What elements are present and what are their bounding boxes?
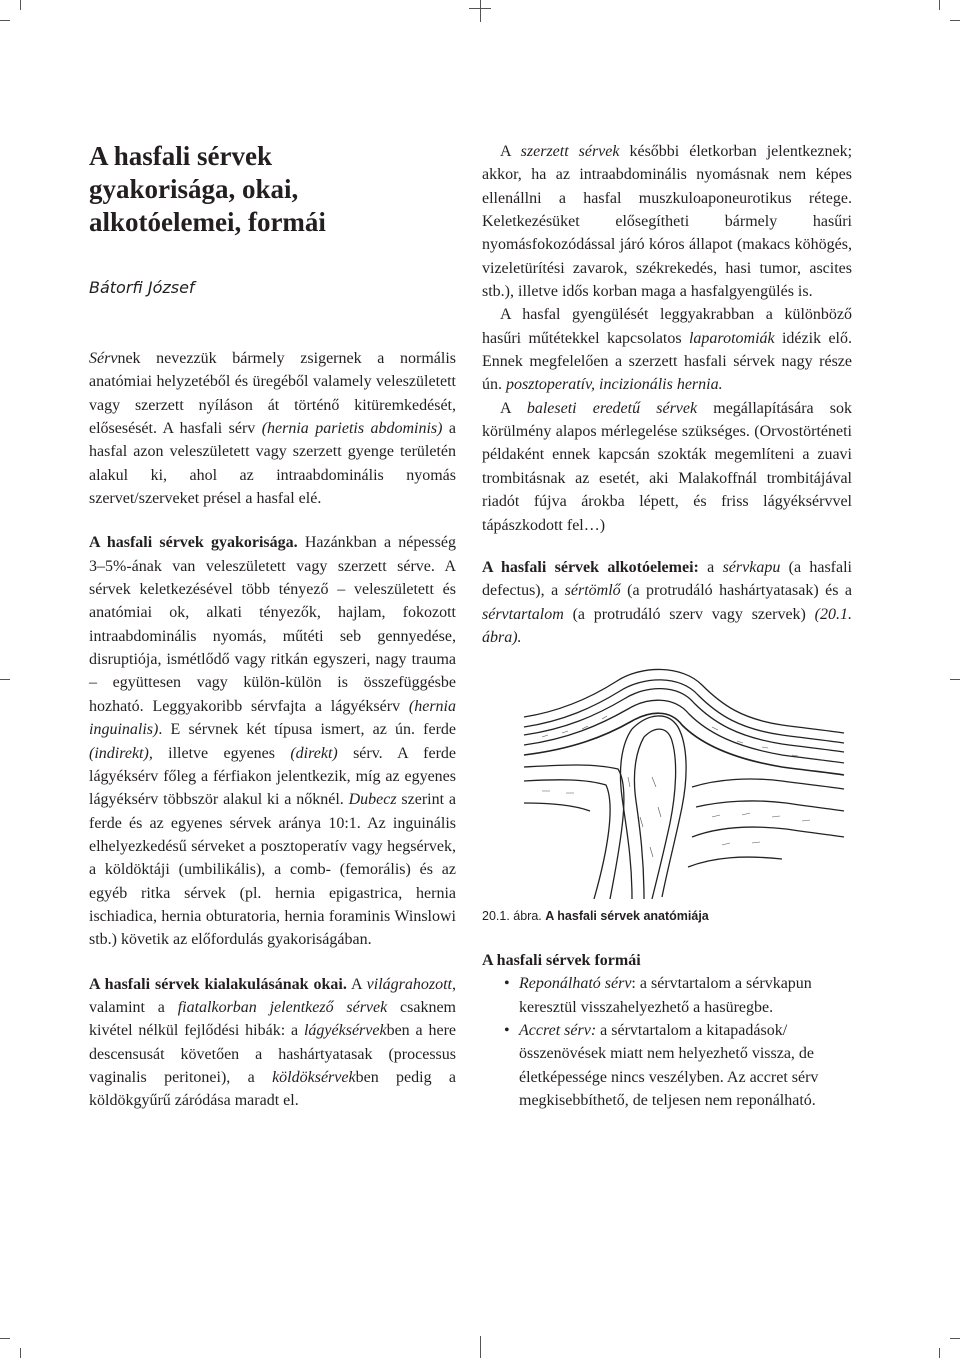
crop-mark xyxy=(939,0,940,10)
accident-paragraph: A baleseti eredetű sérvek megállapítására sok körülmény alapos mérlegelése szükséges. (Orvostörténeti példaként ennek kapcsán szokták megemlíteni a zuavi trombitásnak az esetét, aki Malakoffnál trombitájával riadót fújva árokba lépett, és friss lágyéksérvvel tápászkodott fel…) xyxy=(482,399,853,534)
bullet-icon: • xyxy=(504,975,510,993)
crop-mark xyxy=(20,1348,21,1358)
crop-mark xyxy=(950,679,960,680)
crop-mark xyxy=(939,1348,940,1358)
crop-mark xyxy=(950,1338,960,1339)
section-heading: A hasfali sérvek alkotóelemei: xyxy=(482,558,699,576)
author-name: Bátorfi József xyxy=(89,278,195,297)
list-item: • Accret sérv: a sérvtartalom a kitapadások/összenövések miatt nem helyezhető vissza, de életképessége nincs veszélyben. Az accret sérv megkisebbíthető, de teljesen nem reponálható. xyxy=(482,1019,852,1112)
components-paragraph: A hasfali sérvek alkotóelemei: a sérvkapu (a hasfali defectus), a sértömlő (a protrudáló hashártyatasak) és a sérvtartalom (a protrudáló szerv vagy szervek) (20.1. ábra). xyxy=(482,558,853,646)
crop-mark xyxy=(950,20,960,21)
hernia-anatomy-figure xyxy=(482,667,852,907)
crop-mark xyxy=(20,0,21,10)
bullet-icon: • xyxy=(504,1021,510,1039)
crop-mark xyxy=(469,8,491,9)
section-heading: A hasfali sérvek kialakulásának okai. xyxy=(89,975,347,993)
hernia-anatomy-illustration xyxy=(482,667,852,907)
intro-paragraph: Sérvnek nevezzük bármely zsigernek a normális anatómiai helyzetéből és üregéből valamely veleszületett vagy szerzett nyíláson át történő kitüremkedését, elősesését. A hasfali sérv (hernia parietis abdominis) a hasfal azon veleszületett vagy szerzett gyenge területén alakul ki, ahol az intraabdominális nyomás szervet/szerveket présel a hasfal elé. xyxy=(89,350,456,508)
crop-mark xyxy=(480,0,481,22)
laparotomy-paragraph: A hasfal gyengülését leggyakrabban a különböző hasűri műtétekkel kapcsolatos laparotomiák idézik elő. Ennek megfelelően a szerzett hasfali sérvek nagy része ún. posztoperatív, incizionális hernia. xyxy=(482,306,853,394)
figure-caption xyxy=(482,907,852,925)
right-column xyxy=(482,140,852,1112)
title-line: gyakorisága, okai, xyxy=(89,174,299,204)
title-line: A hasfali sérvek xyxy=(89,141,273,171)
forms-heading: A hasfali sérvek formái xyxy=(482,952,641,970)
crop-mark xyxy=(0,679,10,680)
article-title xyxy=(89,140,456,239)
figure-title: A hasfali sérvek anatómiája xyxy=(545,909,709,924)
hernia-forms-list xyxy=(482,972,852,1112)
title-line: alkotóelemei, formái xyxy=(89,207,326,237)
crop-mark xyxy=(0,1338,10,1339)
section-heading: A hasfali sérvek gyakorisága. xyxy=(89,534,298,552)
crop-mark xyxy=(0,20,10,21)
causes-paragraph: A hasfali sérvek kialakulásának okai. A világrahozott, valamint a fiatalkorban jelentkező sérvek csaknem kivétel nélkül fejlődési hibák: a lágyéksérvekben a here descensusát követően a hashártyatasak (processus vaginalis peritonei), a köldöksérvekben pedig a köldökgyűrű záródása maradt el. xyxy=(89,975,457,1110)
left-column xyxy=(89,140,456,1113)
crop-mark xyxy=(480,1336,481,1358)
frequency-paragraph: A hasfali sérvek gyakorisága. Hazánkban a népesség 3–5%-ának van veleszületett vagy szerzett sérve. A sérvek keletkezésével több tényező – veleszületett és anatómiai ok, alkati tényezők, hajlam, fokozott intraabdominális nyomás, műtéti seb gennyedése, disruptiója, ismétlődő vagy ritkán egyszeri, nagy trauma – együttesen vagy külön-külön is összefüggésbe hozható. Leggyakoribb sérvfajta a lágyéksérv (hernia inguinalis). E sérvnek két típusa ismert, az ún. ferde (indirekt), illetve egyenes (direkt) sérv. A ferde lágyéksérv főleg a férfiakon jelentkezik, míg az egyenes lágyéksérv többször alakul ki a nőknél. Dubecz szerint a ferde és az egyenes sérvek aránya 10:1. Az inguinális elhelyezkedésű sérveket a posztoperatív vagy hegsérvek, a köldöktáji (umbilikális), a comb- (femorális) és az egyéb ritka sérvek (pl. hernia epigastrica, hernia ischiadica, hernia obturatoria, hernia foraminis Winslowi stb.) követik az előfordulás gyakoriságában. xyxy=(89,534,457,949)
acquired-hernia-paragraph: A szerzett sérvek későbbi életkorban jelentkeznek; akkor, ha az intraabdominális nyomásnak nem képes ellenállni a hasfal muszkuloaponeurotikus rétege. Keletkezésüket elősegítheti bármely hasűri nyomásfokozódással járó kóros állapot (makacs köhögés, vizeletürítési zavarok, székrekedés, hasi tumor, ascites stb.), illetve idős korban maga a hasfalgyengülés is. xyxy=(482,143,853,301)
list-item: • Reponálható sérv: a sérvtartalom a sérvkapun keresztül visszahelyezhető a hasüregbe. xyxy=(482,972,852,1019)
figure-number: 20.1. ábra. xyxy=(482,909,542,924)
